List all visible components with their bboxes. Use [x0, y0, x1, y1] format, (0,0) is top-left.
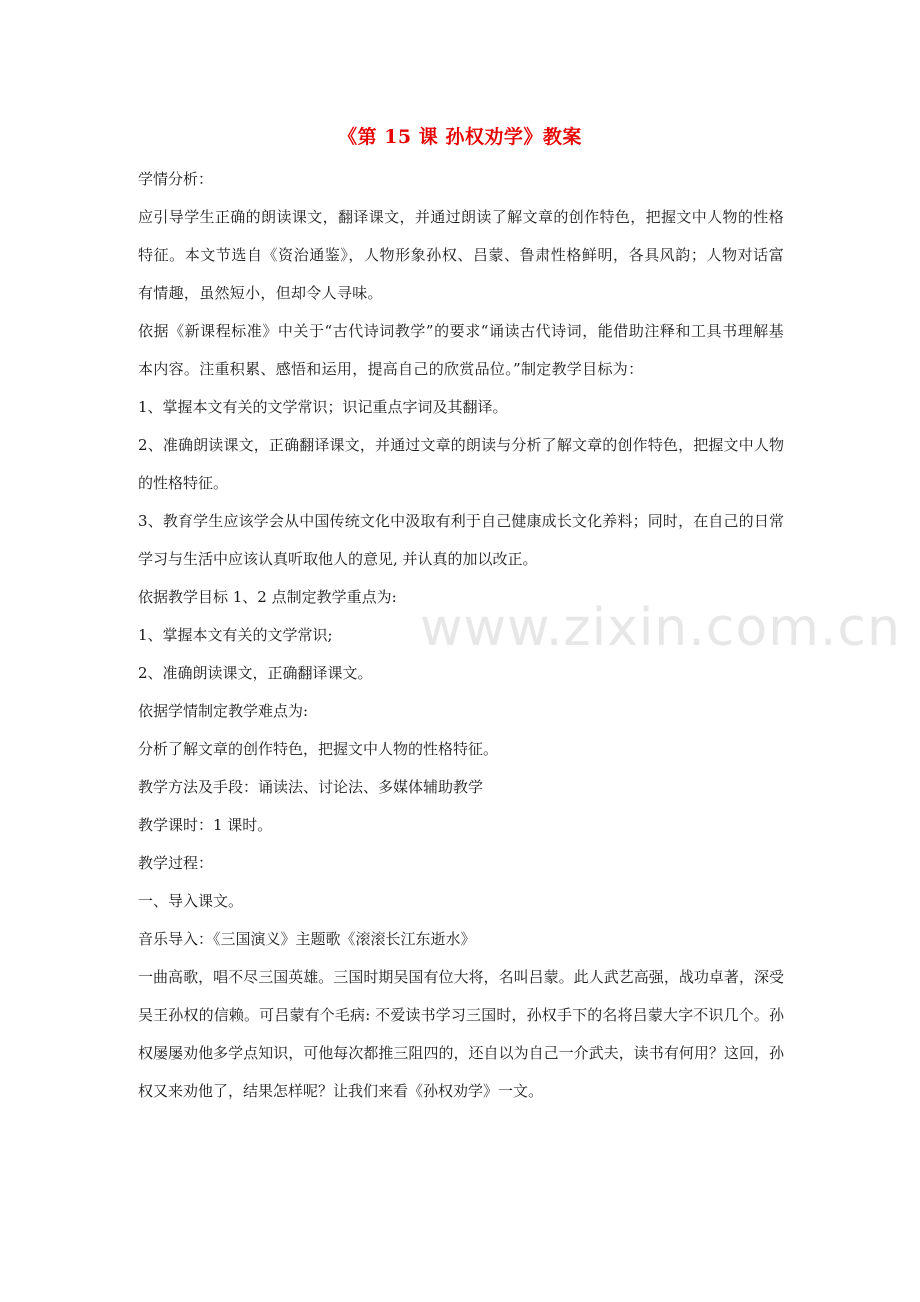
- paragraph-music-intro: 音乐导入：《三国演义》主题歌《滚滚长江东逝水》: [138, 930, 476, 948]
- paragraph-curriculum-standard: 依据《新课程标准》中关于“古代诗词教学”的要求“诵读古代诗词，能借助注释和工具书理解基本内容。注重积累、感悟和运用，提高自己的欣赏品位。”制定教学目标为：: [138, 322, 784, 378]
- watermark: www.zixin.com.cn: [420, 598, 901, 658]
- paragraph-learning-analysis-heading: 学情分析：: [138, 170, 214, 188]
- paragraph-goal-3: 3、教育学生应该学会从中国传统文化中汲取有利于自己健康成长文化养料；同时，在自己的日常学习与生活中应该认真听取他人的意见, 并认真的加以改正。: [138, 512, 784, 568]
- paragraph-key-point-2: 2、准确朗读课文，正确翻译课文。: [138, 664, 373, 682]
- paragraph-goal-2: 2、准确朗读课文，正确翻译课文，并通过文章的朗读与分析了解文章的创作特色，把握文中人物的性格特征。: [138, 436, 784, 492]
- paragraph-goal-1: 1、掌握本文有关的文学常识；识记重点字词及其翻译。: [138, 398, 508, 416]
- paragraph-teaching-method: 教学方法及手段：诵读法、讨论法、多媒体辅助教学: [138, 778, 484, 796]
- paragraph-key-points-heading: 依据教学目标 1、2 点制定教学重点为:: [138, 588, 397, 606]
- paragraph-difficulty: 分析了解文章的创作特色，把握文中人物的性格特征。: [138, 740, 499, 758]
- paragraph-key-point-1: 1、掌握本文有关的文学常识;: [138, 626, 333, 644]
- document-body: [138, 160, 784, 1110]
- paragraph-section-1-heading: 一、导入课文。: [138, 892, 244, 910]
- paragraph-teaching-process-heading: 教学过程：: [138, 854, 214, 872]
- paragraph-class-hours: 教学课时：1 课时。: [138, 816, 273, 834]
- paragraph-difficulty-heading: 依据学情制定教学难点为:: [138, 702, 309, 720]
- document-title: 《第 15 课 孙权劝学》教案: [338, 126, 582, 148]
- paragraph-learning-analysis: 应引导学生正确的朗读课文，翻译课文，并通过朗读了解文章的创作特色，把握文中人物的性格特征。本文节选自《资治通鉴》，人物形象孙权、吕蒙、鲁肃性格鲜明，各具风韵；人物对话富有情趣，虽然短小，但却令人寻味。: [138, 208, 784, 302]
- paragraph-intro-story: 一曲高歌，唱不尽三国英雄。三国时期吴国有位大将，名叫吕蒙。此人武艺高强，战功卓著，深受吴王孙权的信赖。可吕蒙有个毛病: 不爱读书学习三国时，孙权手下的名将吕蒙大字不识几个。孙权屡屡劝他多学点知识，可他每次都推三阻四的，还自以为自己一介武夫，读书有何用？这回，孙权又来劝他了，结果怎样呢？让我们来看《孙权劝学》一文。: [138, 968, 784, 1100]
